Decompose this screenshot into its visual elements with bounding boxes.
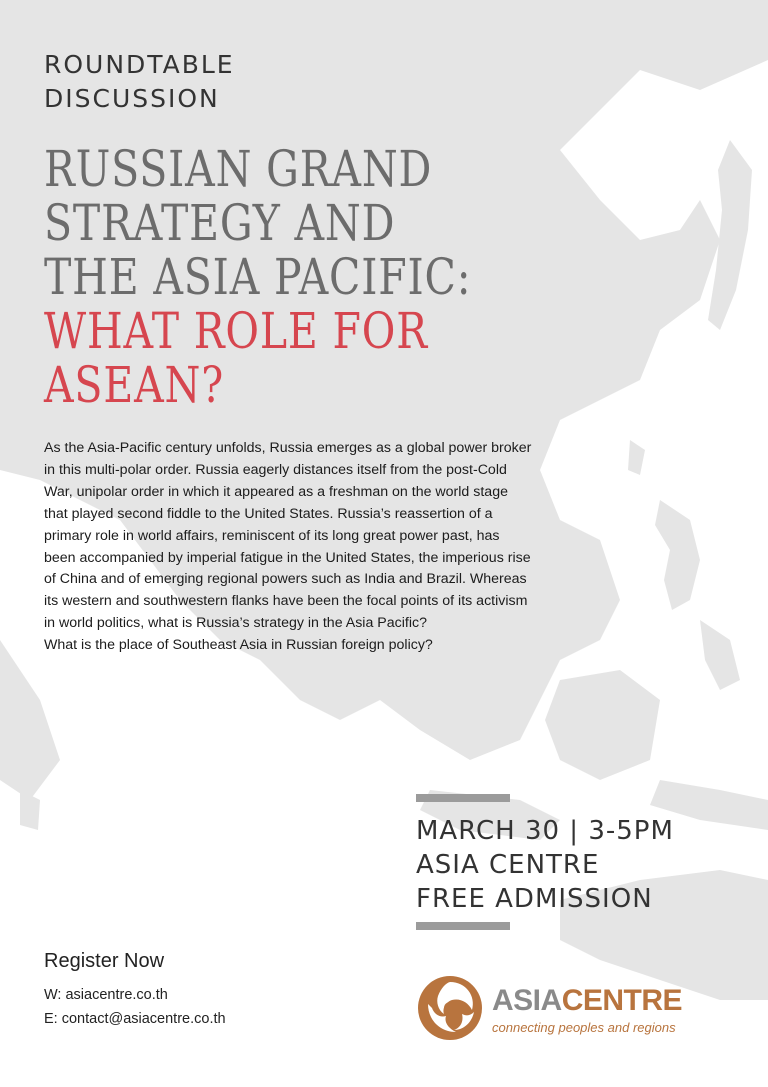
- event-type-kicker: [44, 48, 235, 116]
- logo-wordmark: [492, 984, 682, 1018]
- title-line-4: WHAT ROLE FOR: [44, 302, 428, 360]
- title-line-2: STRATEGY AND: [44, 194, 396, 252]
- title-line-3: THE ASIA PACIFIC:: [44, 248, 472, 306]
- description-question: What is the place of Southeast Asia in Russian foreign policy?: [44, 637, 433, 654]
- event-title: [44, 140, 472, 414]
- top-divider-bar: [416, 794, 510, 802]
- event-description: [44, 438, 534, 657]
- logo-word-asia: ASIA: [492, 984, 562, 1017]
- register-website-link[interactable]: W: asiacentre.co.th: [44, 987, 168, 1003]
- description-paragraph: As the Asia-Pacific century unfolds, Russia emerges as a global power broker in this multi-polar order. Russia eagerly distances itself from the post-Cold War, unipolar order in which it appeared as a freshman on the world stage that played second fiddle to the United States. Russia’s reassertion of a primary role in world affairs, reminiscent of its long great power past, has been accompanied by imperial fatigue in the United States, the imperious rise of China and of emerging regional powers such as India and Brazil. Whereas its western and southwestern flanks have been the focal points of its activism in world politics, what is Russia’s strategy in the Asia Pacific?: [44, 440, 532, 632]
- register-email-link[interactable]: E: contact@asiacentre.co.th: [44, 1011, 226, 1027]
- kicker-line-2: DISCUSSION: [44, 84, 220, 113]
- event-details: [416, 794, 676, 930]
- event-admission: FREE ADMISSION: [416, 884, 653, 914]
- title-line-1: RUSSIAN GRAND: [44, 140, 433, 198]
- register-section: [44, 950, 226, 1031]
- register-heading: Register Now: [44, 950, 165, 972]
- event-date-time: MARCH 30 | 3-5PM: [416, 816, 674, 846]
- logo-word-centre: CENTRE: [561, 984, 683, 1017]
- asia-centre-swirl-icon: [416, 974, 484, 1042]
- asia-centre-logo: [416, 974, 716, 1044]
- event-venue: ASIA CENTRE: [416, 850, 600, 880]
- kicker-line-1: ROUNDTABLE: [44, 50, 235, 79]
- title-line-5: ASEAN?: [44, 356, 225, 414]
- bottom-divider-bar: [416, 922, 510, 930]
- logo-tagline: connecting peoples and regions: [492, 1020, 676, 1035]
